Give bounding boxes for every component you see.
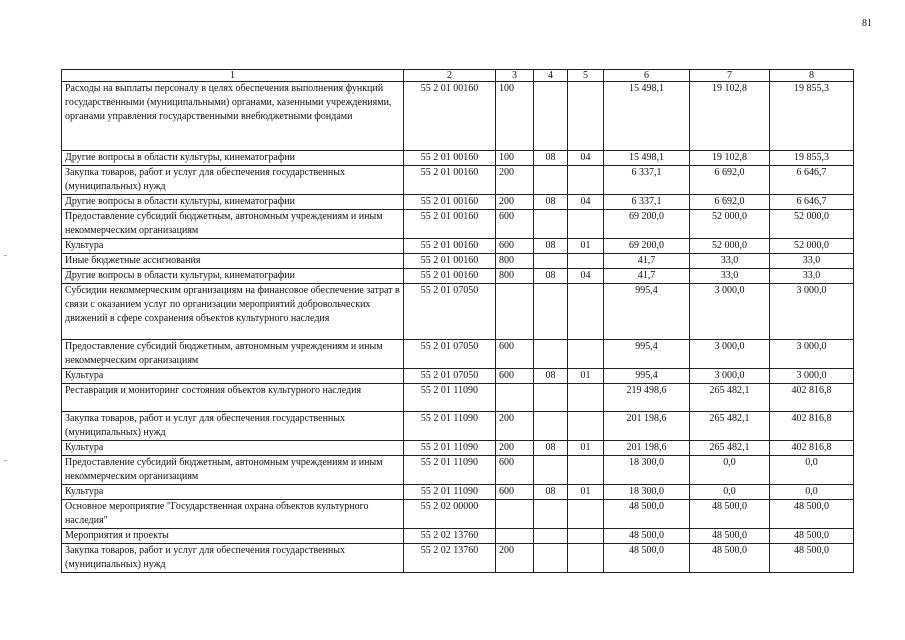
row-code: 55 2 01 11090 (404, 456, 496, 485)
row-col-5 (568, 544, 604, 573)
row-col-6: 48 500,0 (604, 500, 690, 529)
row-code: 55 2 01 00160 (404, 166, 496, 195)
row-name: Культура (62, 239, 404, 254)
row-code: 55 2 01 07050 (404, 284, 496, 340)
row-code: 55 2 01 00160 (404, 269, 496, 284)
row-col-7: 48 500,0 (690, 544, 770, 573)
row-col-5 (568, 340, 604, 369)
table-row (62, 239, 854, 254)
row-col-7: 0,0 (690, 485, 770, 500)
row-col-8: 3 000,0 (770, 284, 854, 340)
row-col-7: 33,0 (690, 254, 770, 269)
row-col-6: 995,4 (604, 340, 690, 369)
row-name: Закупка товаров, работ и услуг для обеспечения государственных (муниципальных) нужд (62, 166, 404, 195)
row-col-8: 402 816,8 (770, 441, 854, 456)
row-col-8: 402 816,8 (770, 384, 854, 412)
row-col-7: 265 482,1 (690, 412, 770, 441)
row-col-3: 600 (496, 210, 534, 239)
row-col-3: 100 (496, 82, 534, 151)
row-col-4: 08 (534, 369, 568, 384)
table-row (62, 441, 854, 456)
row-code: 55 2 01 00160 (404, 195, 496, 210)
row-code: 55 2 01 00160 (404, 239, 496, 254)
row-col-3: 100 (496, 151, 534, 166)
table-row (62, 369, 854, 384)
row-name: Предоставление субсидий бюджетным, автономным учреждениям и иным некоммерческим организациям (62, 456, 404, 485)
row-name: Другие вопросы в области культуры, кинематографии (62, 151, 404, 166)
row-col-3: 600 (496, 485, 534, 500)
row-col-3: 600 (496, 456, 534, 485)
row-col-4 (534, 412, 568, 441)
row-col-5 (568, 254, 604, 269)
row-col-3: 600 (496, 340, 534, 369)
row-col-6: 219 498,6 (604, 384, 690, 412)
row-col-4: 08 (534, 269, 568, 284)
row-col-8: 33,0 (770, 254, 854, 269)
row-col-6: 6 337,1 (604, 166, 690, 195)
row-col-5 (568, 500, 604, 529)
column-header: 3 (496, 70, 534, 82)
row-col-3 (496, 500, 534, 529)
row-col-8: 3 000,0 (770, 340, 854, 369)
table-row (62, 82, 854, 151)
row-col-4: 08 (534, 239, 568, 254)
row-code: 55 2 01 11090 (404, 485, 496, 500)
row-col-6: 48 500,0 (604, 529, 690, 544)
row-code: 55 2 01 11090 (404, 384, 496, 412)
column-header: 2 (404, 70, 496, 82)
row-col-5: 01 (568, 441, 604, 456)
row-col-4 (534, 254, 568, 269)
row-col-8: 33,0 (770, 269, 854, 284)
row-col-4 (534, 210, 568, 239)
row-col-4: 08 (534, 485, 568, 500)
column-header: 6 (604, 70, 690, 82)
row-col-8: 19 855,3 (770, 151, 854, 166)
row-col-3: 800 (496, 269, 534, 284)
row-col-7: 0,0 (690, 456, 770, 485)
row-col-4 (534, 529, 568, 544)
scan-mark (4, 460, 7, 461)
row-col-6: 15 498,1 (604, 82, 690, 151)
row-col-3: 600 (496, 369, 534, 384)
row-col-5 (568, 284, 604, 340)
row-col-5 (568, 412, 604, 441)
row-name: Закупка товаров, работ и услуг для обеспечения государственных (муниципальных) нужд (62, 544, 404, 573)
table-row (62, 340, 854, 369)
row-col-6: 201 198,6 (604, 441, 690, 456)
row-col-8: 48 500,0 (770, 544, 854, 573)
table-row (62, 412, 854, 441)
row-code: 55 2 02 13760 (404, 529, 496, 544)
column-header: 7 (690, 70, 770, 82)
row-name: Расходы на выплаты персоналу в целях обеспечения выполнения функций государственными (муниципальными) органами, казенными учреждениями, органами управления государственными внебюджетными фондами (62, 82, 404, 151)
row-name: Мероприятия и проекты (62, 529, 404, 544)
row-col-4 (534, 284, 568, 340)
budget-table (61, 69, 854, 573)
row-col-6: 41,7 (604, 269, 690, 284)
row-col-7: 52 000,0 (690, 210, 770, 239)
row-col-6: 69 200,0 (604, 210, 690, 239)
row-col-5: 04 (568, 269, 604, 284)
table-row (62, 269, 854, 284)
row-code: 55 2 01 00160 (404, 82, 496, 151)
row-col-4 (534, 82, 568, 151)
row-name: Другие вопросы в области культуры, кинематографии (62, 195, 404, 210)
table-row (62, 485, 854, 500)
row-col-3: 200 (496, 412, 534, 441)
row-col-7: 3 000,0 (690, 284, 770, 340)
table-row (62, 456, 854, 485)
column-header: 5 (568, 70, 604, 82)
header-row (62, 70, 854, 82)
row-name: Культура (62, 369, 404, 384)
row-code: 55 2 01 11090 (404, 441, 496, 456)
row-name: Предоставление субсидий бюджетным, автономным учреждениям и иным некоммерческим организациям (62, 340, 404, 369)
column-header: 4 (534, 70, 568, 82)
row-name: Культура (62, 485, 404, 500)
row-col-7: 3 000,0 (690, 369, 770, 384)
table-row (62, 195, 854, 210)
row-col-8: 0,0 (770, 456, 854, 485)
row-col-8: 3 000,0 (770, 369, 854, 384)
page-number: 81 (862, 18, 872, 29)
row-code: 55 2 01 00160 (404, 254, 496, 269)
row-col-6: 995,4 (604, 284, 690, 340)
row-col-8: 402 816,8 (770, 412, 854, 441)
row-code: 55 2 01 07050 (404, 340, 496, 369)
row-col-7: 48 500,0 (690, 500, 770, 529)
row-col-4 (534, 166, 568, 195)
table-row (62, 384, 854, 412)
row-col-6: 41,7 (604, 254, 690, 269)
row-col-5: 04 (568, 195, 604, 210)
row-col-6: 995,4 (604, 369, 690, 384)
row-col-7: 33,0 (690, 269, 770, 284)
row-col-3: 200 (496, 441, 534, 456)
row-col-6: 48 500,0 (604, 544, 690, 573)
row-code: 55 2 01 00160 (404, 210, 496, 239)
row-code: 55 2 01 07050 (404, 369, 496, 384)
row-col-3: 200 (496, 195, 534, 210)
row-col-7: 19 102,8 (690, 151, 770, 166)
row-col-7: 265 482,1 (690, 441, 770, 456)
row-col-8: 48 500,0 (770, 529, 854, 544)
row-name: Субсидии некоммерческим организациям на финансовое обеспечение затрат в связи с оказанием услуг по организации мероприятий добровольческих движений в сфере сохранения объектов культурного наследия (62, 284, 404, 340)
row-col-7: 52 000,0 (690, 239, 770, 254)
row-col-3: 200 (496, 544, 534, 573)
row-col-8: 6 646,7 (770, 166, 854, 195)
row-name: Предоставление субсидий бюджетным, автономным учреждениям и иным некоммерческим организациям (62, 210, 404, 239)
row-col-3 (496, 284, 534, 340)
row-col-5 (568, 529, 604, 544)
row-col-7: 48 500,0 (690, 529, 770, 544)
row-col-6: 18 300,0 (604, 456, 690, 485)
table-row (62, 500, 854, 529)
row-code: 55 2 02 00000 (404, 500, 496, 529)
row-col-3 (496, 384, 534, 412)
table-row (62, 544, 854, 573)
table-row (62, 254, 854, 269)
row-col-5 (568, 456, 604, 485)
row-name: Закупка товаров, работ и услуг для обеспечения государственных (муниципальных) нужд (62, 412, 404, 441)
row-col-3: 600 (496, 239, 534, 254)
row-col-7: 6 692,0 (690, 195, 770, 210)
scan-mark (4, 255, 7, 256)
row-col-3 (496, 529, 534, 544)
row-col-5: 01 (568, 485, 604, 500)
row-col-7: 265 482,1 (690, 384, 770, 412)
row-name: Культура (62, 441, 404, 456)
row-col-5: 01 (568, 369, 604, 384)
row-col-6: 15 498,1 (604, 151, 690, 166)
row-code: 55 2 01 00160 (404, 151, 496, 166)
row-col-3: 200 (496, 166, 534, 195)
column-header: 1 (62, 70, 404, 82)
row-col-4 (534, 384, 568, 412)
row-name: Другие вопросы в области культуры, кинематографии (62, 269, 404, 284)
row-col-7: 6 692,0 (690, 166, 770, 195)
row-col-8: 52 000,0 (770, 210, 854, 239)
row-col-8: 52 000,0 (770, 239, 854, 254)
row-col-5 (568, 210, 604, 239)
row-code: 55 2 01 11090 (404, 412, 496, 441)
row-col-4 (534, 456, 568, 485)
row-col-5 (568, 166, 604, 195)
row-col-6: 201 198,6 (604, 412, 690, 441)
row-col-8: 48 500,0 (770, 500, 854, 529)
row-col-8: 0,0 (770, 485, 854, 500)
row-col-6: 18 300,0 (604, 485, 690, 500)
row-col-4: 08 (534, 441, 568, 456)
row-code: 55 2 02 13760 (404, 544, 496, 573)
column-header: 8 (770, 70, 854, 82)
row-col-3: 800 (496, 254, 534, 269)
row-col-8: 6 646,7 (770, 195, 854, 210)
row-col-7: 19 102,8 (690, 82, 770, 151)
row-col-5: 01 (568, 239, 604, 254)
table-row (62, 210, 854, 239)
row-name: Иные бюджетные ассигнования (62, 254, 404, 269)
table-row (62, 284, 854, 340)
row-col-4 (534, 544, 568, 573)
row-name: Основное мероприятие "Государственная охрана объектов культурного наследия" (62, 500, 404, 529)
row-col-6: 69 200,0 (604, 239, 690, 254)
table-row (62, 166, 854, 195)
row-col-5: 04 (568, 151, 604, 166)
row-col-8: 19 855,3 (770, 82, 854, 151)
table-row (62, 529, 854, 544)
table-row (62, 151, 854, 166)
row-col-7: 3 000,0 (690, 340, 770, 369)
row-col-5 (568, 384, 604, 412)
row-name: Реставрация и мониторинг состояния объектов культурного наследия (62, 384, 404, 412)
row-col-4: 08 (534, 195, 568, 210)
row-col-4 (534, 340, 568, 369)
row-col-4 (534, 500, 568, 529)
row-col-4: 08 (534, 151, 568, 166)
row-col-6: 6 337,1 (604, 195, 690, 210)
row-col-5 (568, 82, 604, 151)
